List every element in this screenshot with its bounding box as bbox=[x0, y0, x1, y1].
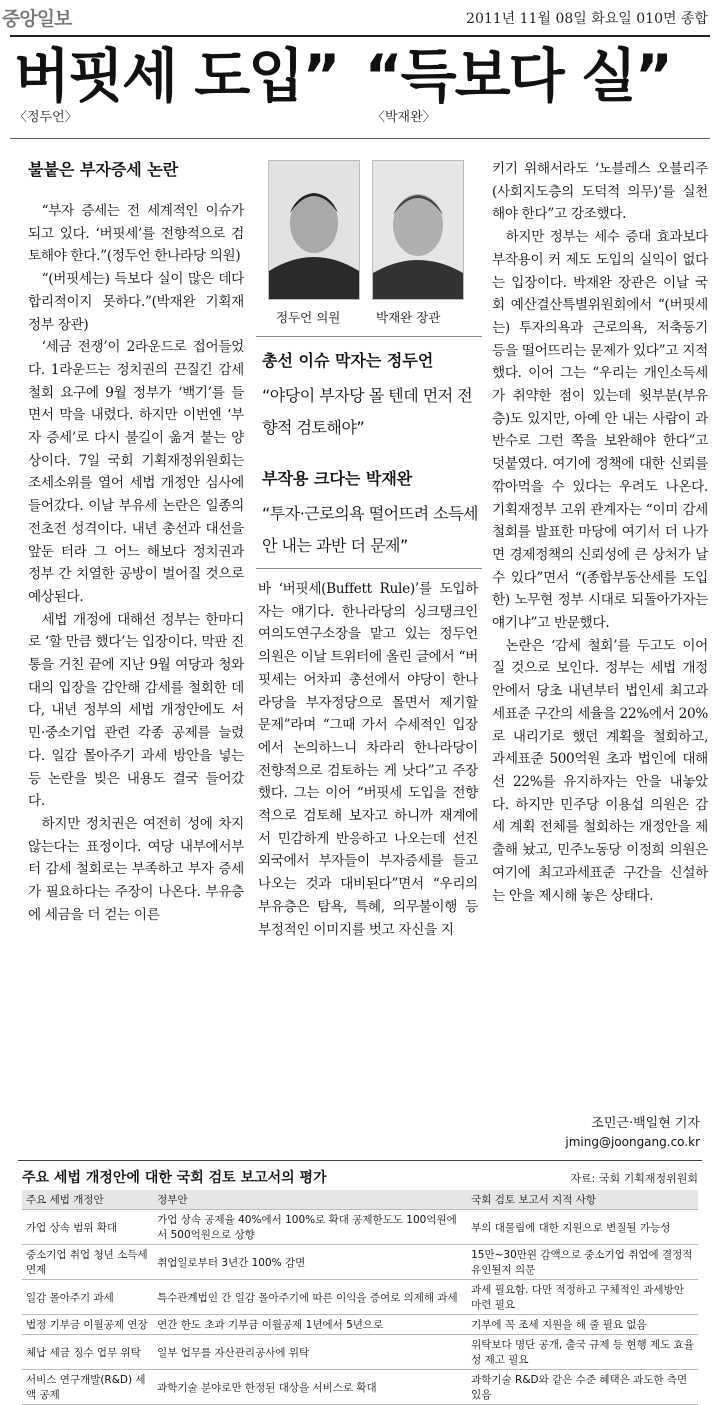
article-paragraph: 세법 개정에 대해선 정부는 한마디로 ‘할 만큼 했다’는 입장이다. 막판 진통을 거친 끝에 지난 9월 여당과 청와대의 입장을 감안해 감세를 철회한 데다, 내년 정부의 세법 개정안에도 서민·중소기업 관련 각종 공제를 늘렸다. 일감 몰아주기 과세 방안을 넣는 등 논란을 빚은 내용도 결국 들어갔다. bbox=[28, 611, 244, 810]
article-column-right bbox=[492, 158, 708, 907]
table-cell: 15만~30만원 감액으로 중소기업 취업에 결정적 유인될지 의문 bbox=[467, 1245, 698, 1280]
table-cell: 특수관계법인 간 일감 몰아주기에 따른 이익을 증여로 의제해 과세 bbox=[153, 1280, 467, 1315]
table-cell: 위탁보다 명단 공개, 출국 규제 등 현행 제도 효율성 제고 필요 bbox=[467, 1335, 698, 1370]
table-cell: 기부에 꼭 조세 지원을 해 줄 필요 없음 bbox=[467, 1315, 698, 1335]
speaker-left: 〈정두언〉 bbox=[14, 110, 78, 125]
box-head-jung: 총선 이슈 막자는 정두언 bbox=[262, 351, 434, 370]
table-cell: 법정 기부금 이월공제 연장 bbox=[22, 1315, 153, 1335]
table-cell: 중소기업 취업 청년 소득세 면제 bbox=[22, 1245, 153, 1280]
article-paragraph: 하지만 정부는 세수 증대 효과보다 부작용이 커 제도 도입의 실익이 없다는 입장이다. 박재완 장관은 이날 국회 예산결산특별위원회에서 “(버핏세는) 투자의욕과 근로의욕, 저축동기 등을 떨어뜨리는 문제가 있다”고 지적했다. 이어 그는 “우리는 개인소득세가 취약한 점이 있는데 윗부분(부유층)도 있지만, 아예 안 내는 사람이 과반수로 그런 쪽을 보완해야 한다”고 덧붙였다. 여기에 정책에 대한 신뢰를 깎아먹을 수 있다는 우려도 나온다. 기획재정부 고위 관계자는 “이미 감세 철회를 발표한 마당에 여기서 더 나가면 경제정책의 신뢰성에 큰 상처가 날 수 있다”면서 “(종합부동산세를 도입한) 노무현 정부 시대로 되돌아가자는 얘기냐”고 반문했다. bbox=[492, 229, 708, 632]
article-paragraph: 하지만 정치권은 여전히 성에 차지 않는다는 표정이다. 여당 내부에서부터 감세 철회로는 부족하고 부자 증세가 필요하다는 주장이 나온다. 부유층에 세금을 더 걷는 이른 bbox=[28, 815, 244, 923]
article-paragraph: ‘세금 전쟁’이 2라운드로 접어들었다. 1라운드는 정치권의 끈질긴 감세 철회 요구에 9월 정부가 ‘백기’를 들면서 막을 내렸다. 하지만 이번엔 ‘부자 증세’로 다시 불길이 옮겨 붙는 양상이다. 7일 국회 기획재정위원회는 조세소위를 열어 세법 개정안 심사에 들어갔다. 이날 부유세 논란은 일종의 전초전 성격이다. 내년 총선과 대선을 앞둔 터라 그 어느 해보다 정치권과 정부 간 치열한 공방이 벌어질 것으로 예상된다. bbox=[28, 339, 244, 605]
photo-caption-right: 박재완 장관 bbox=[376, 310, 441, 325]
table-title: 주요 세법 개정안에 대한 국회 검토 보고서의 평가 bbox=[22, 1170, 327, 1186]
box-head-bahk: 부작용 크다는 박재완 bbox=[262, 469, 413, 488]
photo-bahk-jae-wan bbox=[372, 160, 464, 300]
table-cell: 연간 한도 초과 기부금 이월공제 1년에서 5년으로 bbox=[153, 1315, 467, 1335]
article-paragraph: 바 ‘버핏세(Buffett Rule)’를 도입하자는 얘기다. 한나라당의 싱크탱크인 여의도연구소장을 맡고 있는 정두언 의원은 이날 트위터에 올린 글에서 “버핏세는 어차피 총선에서 야당이 한나라당을 부자정당으로 몰면서 제기할 문제”라며 “그때 가서 수세적인 입장에서 논의하느니 차라리 한나라당이 전향적으로 검토하는 게 낫다”고 주장했다. 그는 이어 “버핏세 도입을 전향적으로 검토해 보자고 하니까 재계에서 민감하게 반응하고 나오는데 선진 외국에서 부자들이 부자증세를 들고 나오는 것과 대비된다”면서 “우리의 부유층은 탐욕, 특혜, 의무불이행 등 부정적인 이미지를 벗고 자신을 지 bbox=[258, 581, 478, 938]
article-paragraph: 키기 위해서라도 ‘노블레스 오블리주(사회지도층의 도덕적 의무)’를 실천해야 한다”고 강조했다. bbox=[492, 161, 708, 223]
tax-table-grid bbox=[22, 1190, 698, 1405]
top-rule bbox=[10, 35, 710, 37]
table-cell: 과학기술 분야로만 한정된 대상을 서비스로 확대 bbox=[153, 1370, 467, 1405]
table-rule bbox=[18, 1160, 702, 1161]
table-cell: 가업 상속 범위 확대 bbox=[22, 1210, 153, 1245]
table-source: 자료: 국회 기획재정위원회 bbox=[570, 1172, 698, 1185]
box-rule-top bbox=[256, 336, 482, 337]
masthead-logo: 중앙일보 bbox=[2, 8, 72, 30]
table-row bbox=[22, 1315, 698, 1335]
speaker-right: 〈박재완〉 bbox=[372, 110, 436, 125]
table-cell: 가업 상속 공제율 40%에서 100%로 확대 공제한도도 100억원에서 500억원으로 상향 bbox=[153, 1210, 467, 1245]
table-body bbox=[22, 1210, 698, 1405]
byline bbox=[565, 1112, 700, 1149]
table-row bbox=[22, 1335, 698, 1370]
dateline: 2011년 11월 08일 화요일 010면 종합 bbox=[466, 11, 708, 27]
byline-email: jming@joongang.co.kr bbox=[565, 1135, 700, 1149]
article-paragraph: “부자 증세는 전 세계적인 이슈가 되고 있다. ‘버핏세’를 전향적으로 검토해야 한다.”(정두언 한나라당 의원) bbox=[28, 203, 244, 265]
portrait-photo-icon bbox=[269, 161, 359, 299]
tax-table bbox=[22, 1190, 698, 1405]
article-paragraph: 논란은 ‘감세 철회’를 두고도 이어질 것으로 보인다. 정부는 세법 개정안에서 당초 내년부터 법인세 최고과세표준 구간의 세율을 22%에서 20%로 내리기로 했던 계획을 철회하고, 과세표준 500억원 초과 법인에 대해선 22%를 유지하자는 안을 내놓았다. 하지만 민주당 이용섭 의원은 감세 계획 전체를 철회하는 개정안을 제출해 놨고, 민주노동당 이정희 의원은 여기에 최고과세표준 구간을 신설하는 안을 제시해 놓은 상태다. bbox=[492, 637, 708, 904]
table-cell: 서비스 연구개발(R&D) 세액 공제 bbox=[22, 1370, 153, 1405]
headline bbox=[14, 40, 714, 112]
headline-rule bbox=[10, 138, 710, 139]
table-cell: 체납 세금 징수 업무 위탁 bbox=[22, 1335, 153, 1370]
table-cell: 일감 몰아주기 과세 bbox=[22, 1280, 153, 1315]
headline-second: “득보다 실” bbox=[364, 42, 671, 110]
photo-jung-doo-eon bbox=[268, 160, 360, 300]
table-row bbox=[22, 1280, 698, 1315]
headline-first: 버핏세 도입” bbox=[14, 42, 339, 110]
box-quote-jung: “야당이 부자당 몰 텐데 먼저 전향적 검토해야” bbox=[262, 386, 473, 437]
article-subhead: 불붙은 부자증세 논란 bbox=[28, 160, 179, 179]
table-row bbox=[22, 1370, 698, 1405]
byline-names: 조민근·백일현 기자 bbox=[591, 1116, 700, 1131]
article-column-left bbox=[28, 200, 244, 927]
photo-caption-left: 정두언 의원 bbox=[276, 310, 341, 325]
table-cell: 과세 필요함. 다만 적정하고 구체적인 과세방안 마련 필요 bbox=[467, 1280, 698, 1315]
box-quote-bahk: “투자·근로의욕 떨어뜨려 소득세 안 내는 과반 더 문제” bbox=[262, 504, 478, 555]
table-cell: 취업일로부터 3년간 100% 감면 bbox=[153, 1245, 467, 1280]
box-rule-bottom bbox=[256, 568, 482, 569]
table-cell: 부의 대물림에 대한 지원으로 변질될 가능성 bbox=[467, 1210, 698, 1245]
table-cell: 일부 업무를 자산관리공사에 위탁 bbox=[153, 1335, 467, 1370]
portrait-photo-icon bbox=[373, 161, 463, 299]
table-row bbox=[22, 1245, 698, 1280]
table-header-cell: 국회 검토 보고서 지적 사항 bbox=[467, 1190, 698, 1210]
table-header-row bbox=[22, 1190, 698, 1210]
article-column-middle bbox=[258, 578, 478, 941]
table-cell: 과학기술 R&D와 같은 수준 혜택은 과도한 측면 있음 bbox=[467, 1370, 698, 1405]
table-header-cell: 주요 세법 개정안 bbox=[22, 1190, 153, 1210]
article-paragraph: “(버핏세는) 득보다 실이 많은 데다 합리적이지 못하다.”(박재완 기획재정부 장관) bbox=[28, 271, 244, 333]
table-header-cell: 정부안 bbox=[153, 1190, 467, 1210]
